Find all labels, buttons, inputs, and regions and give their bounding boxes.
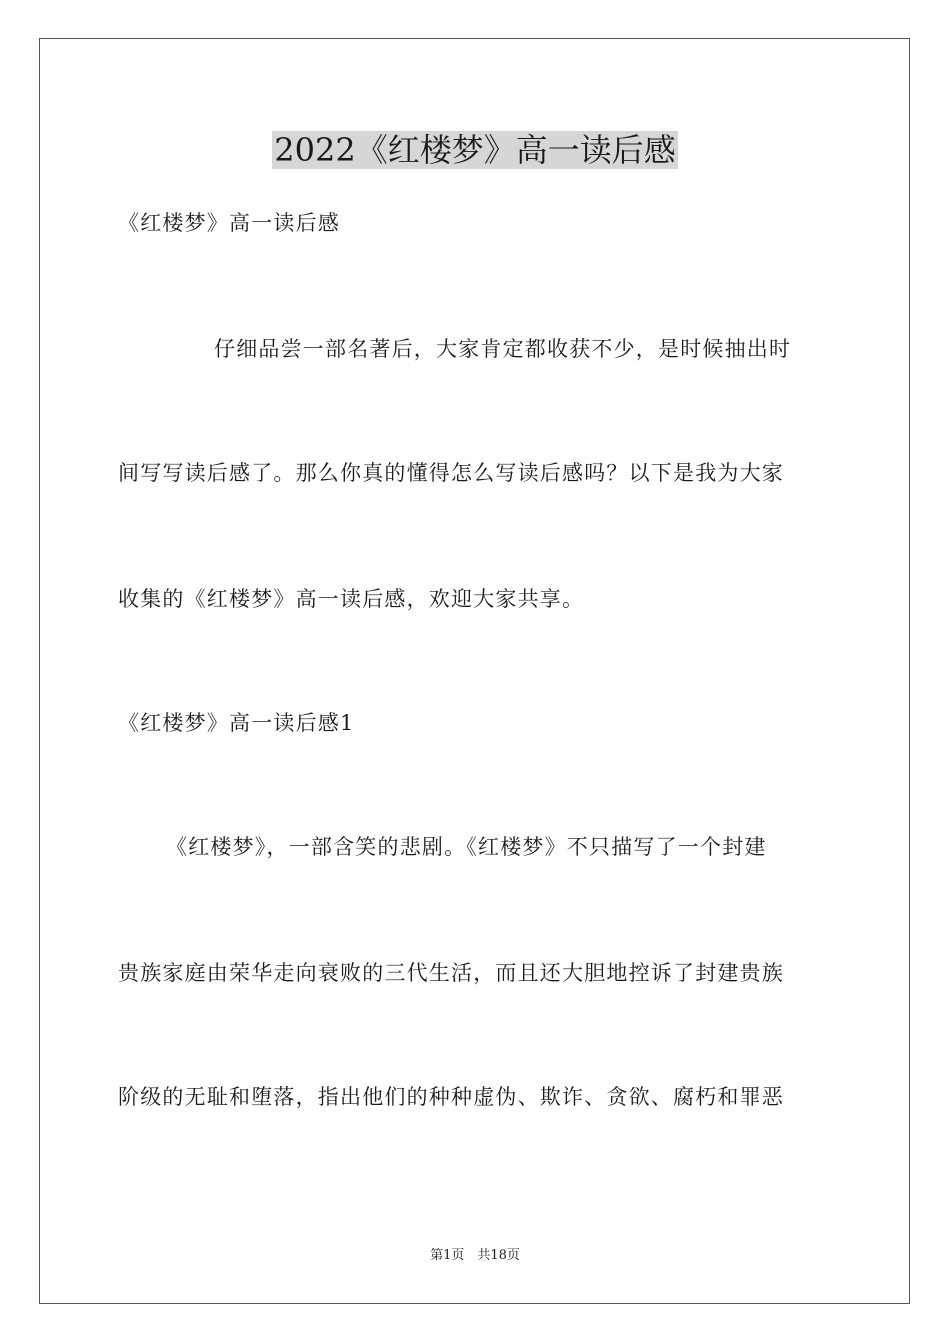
paragraph-line: 阶级的无耻和堕落，指出他们的种种虚伪、欺诈、贪欲、腐朽和罪恶 (118, 1085, 784, 1109)
page-footer: 第1页 共18页 (430, 1248, 520, 1263)
paragraph-line: 间写写读后感了。那么你真的懂得怎么写读后感吗？以下是我为大家 (118, 461, 784, 485)
section-heading: 《红楼梦》高一读后感1 (118, 711, 355, 735)
paragraph-line: 贵族家庭由荣华走向衰败的三代生活，而且还大胆地控诉了封建贵族 (118, 961, 784, 985)
subtitle-line: 《红楼梦》高一读后感 (118, 211, 340, 235)
document-title (0, 128, 950, 172)
document-title-text: 2022《红楼梦》高一读后感 (274, 131, 676, 169)
paragraph-line: 收集的《红楼梦》高一读后感，欢迎大家共享。 (118, 587, 585, 611)
paragraph-line: 《红楼梦》，一部含笑的悲剧。《红楼梦》不只描写了一个封建 (166, 835, 767, 859)
paragraph-line: 仔细品尝一部名著后，大家肯定都收获不少，是时候抽出时 (214, 337, 792, 361)
